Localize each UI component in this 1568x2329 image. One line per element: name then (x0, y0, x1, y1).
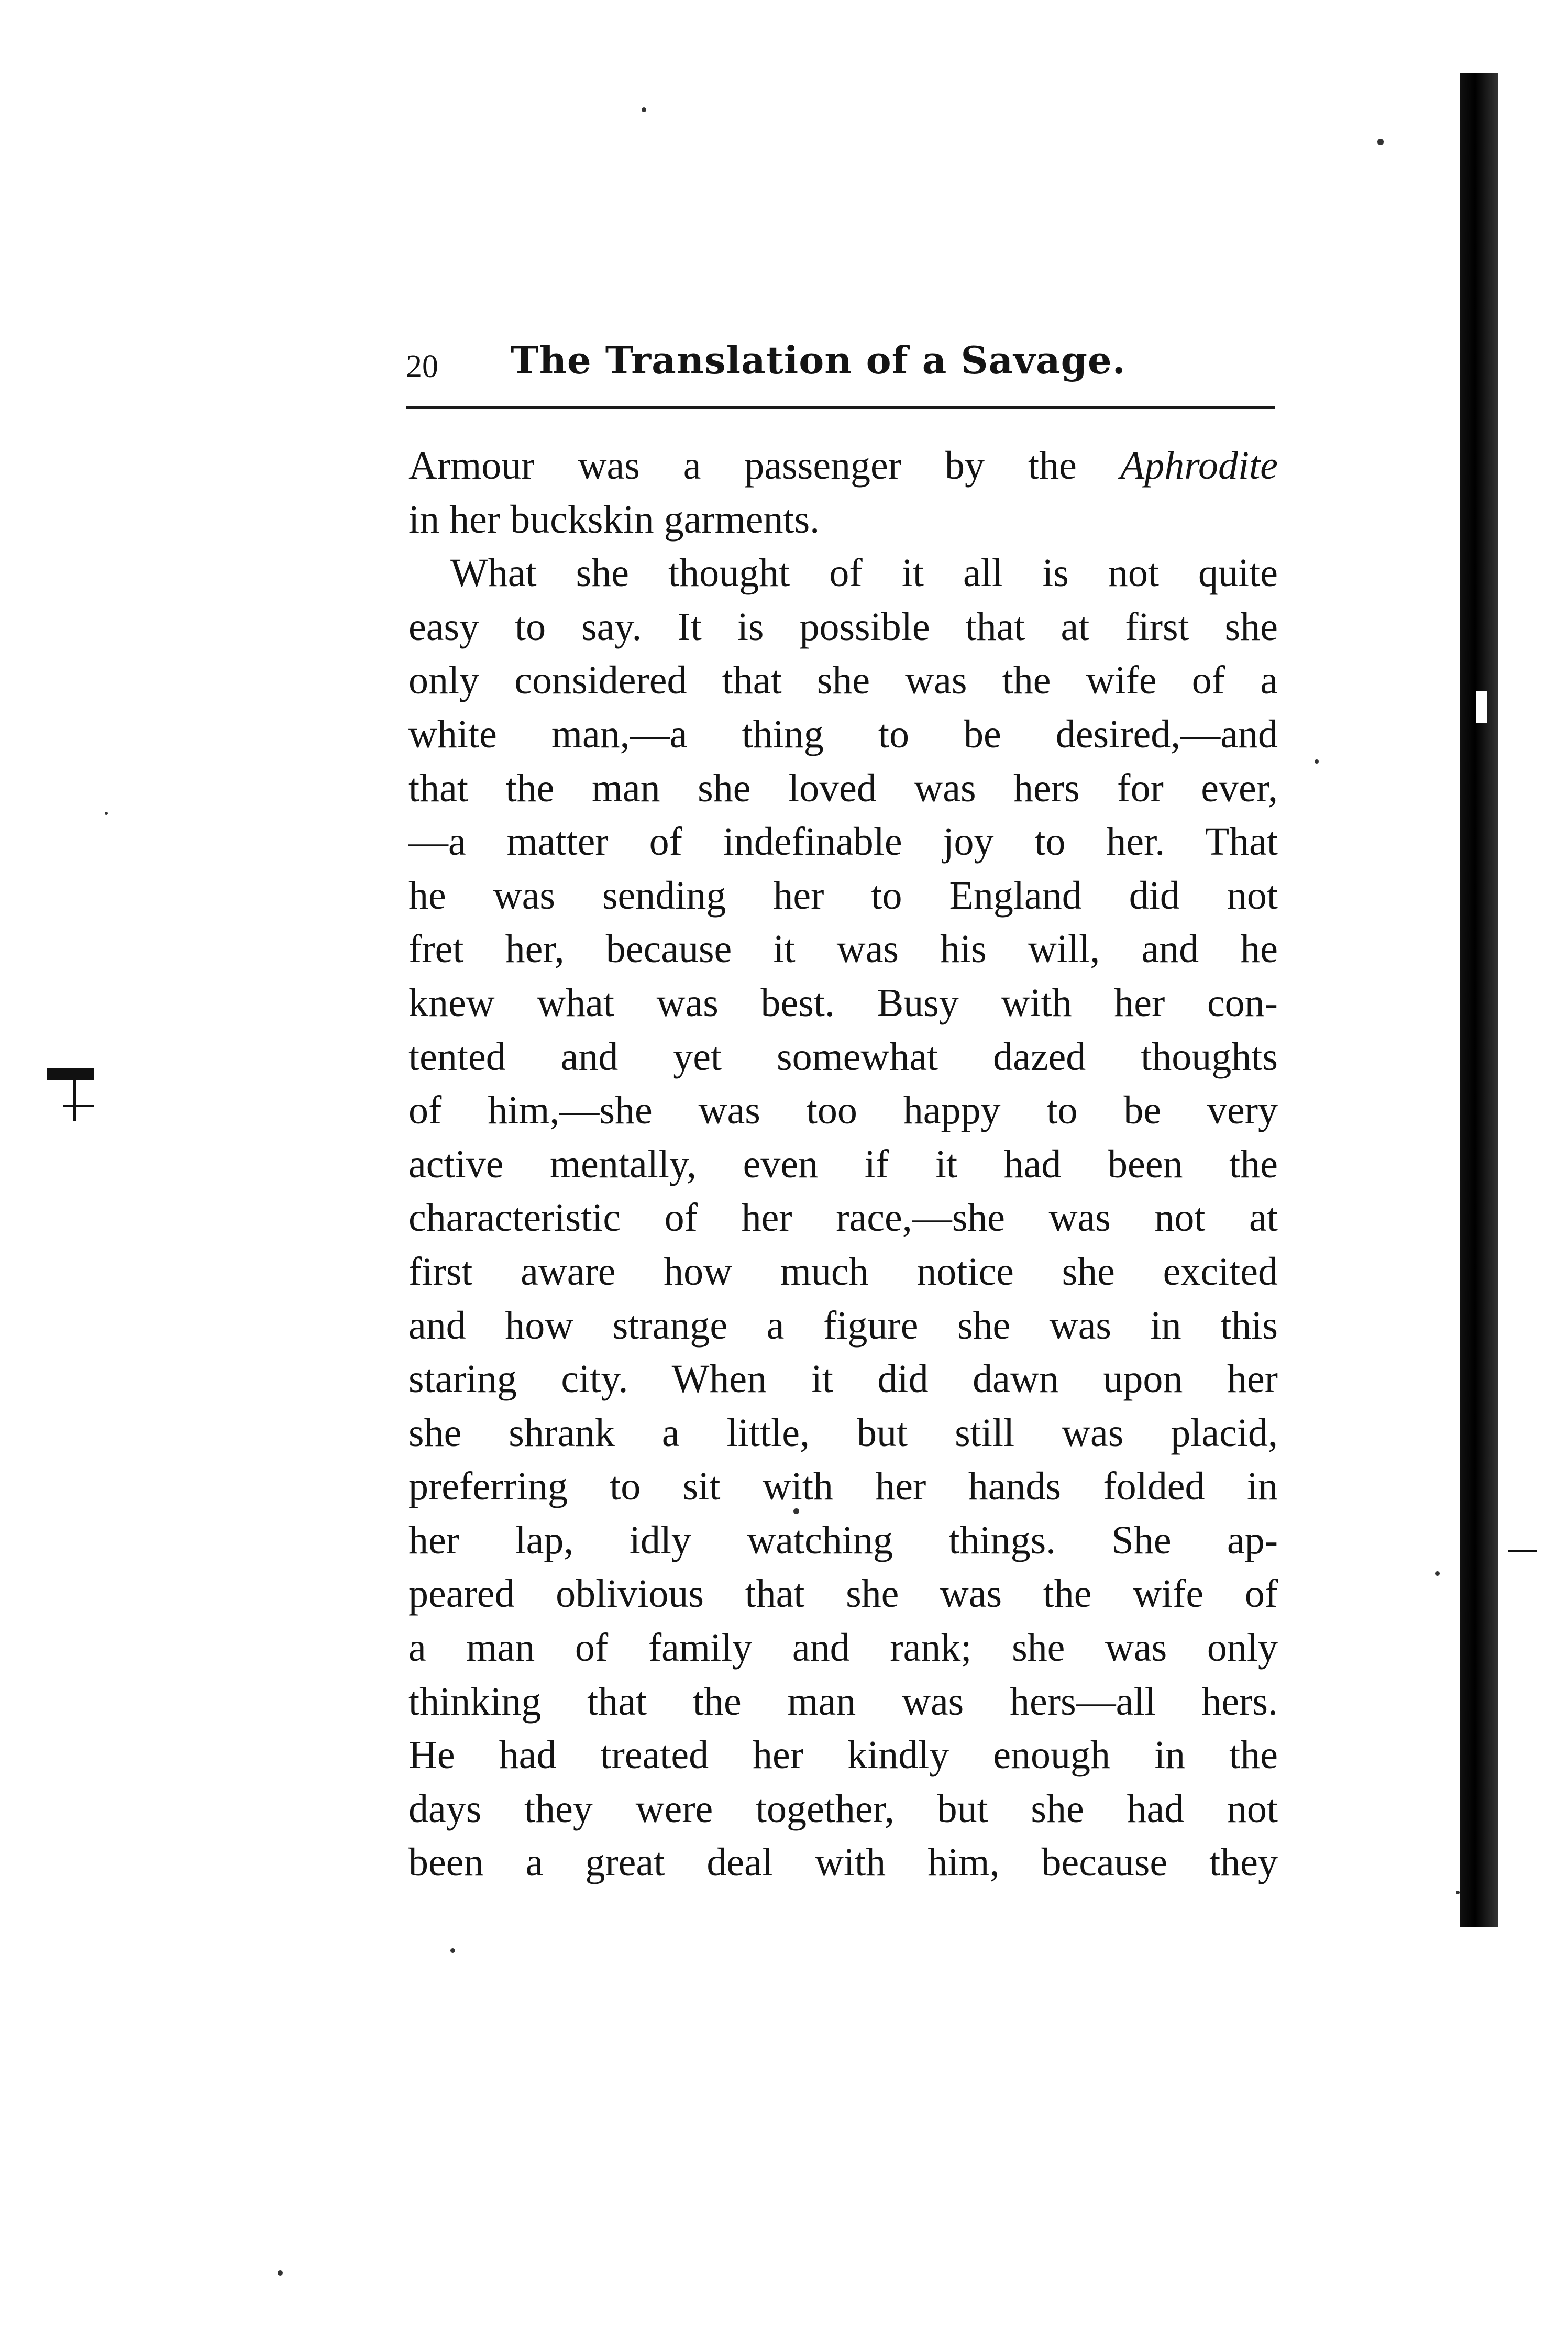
text-line: and how strange a figure she was in this (408, 1303, 1278, 1348)
header-rule (406, 406, 1275, 409)
running-head (406, 338, 1270, 395)
text-line: Armour was a passenger by the Aphrodite (408, 444, 1278, 488)
margin-mark (1508, 1550, 1537, 1552)
speck (450, 1948, 455, 1953)
text-line: peared oblivious that she was the wife of (408, 1572, 1278, 1616)
text-line: tented and yet somewhat dazed thoughts (408, 1034, 1278, 1079)
text-line: characteristic of her race,—she was not at (408, 1196, 1278, 1240)
speck (1456, 1891, 1460, 1894)
text-line: preferring to sit with her hands folded in (408, 1464, 1278, 1509)
text-line: a man of family and rank; she was only (408, 1626, 1278, 1670)
margin-mark (47, 1068, 94, 1080)
body-text (408, 439, 1278, 1890)
running-title: The Translation of a Savage. (511, 338, 1126, 382)
speck (278, 2270, 283, 2276)
text-line: —a matter of indefinable joy to her. That (408, 820, 1278, 864)
text-line: fret her, because it was his will, and he (408, 927, 1278, 972)
text-line: first aware how much notice she excited (408, 1249, 1278, 1294)
binding-edge (1460, 73, 1498, 1927)
text-line: he was sending her to England did not (408, 873, 1278, 918)
speck (105, 812, 108, 815)
text-line: she shrank a little, but still was placid, (408, 1410, 1278, 1455)
text-line: What she thought of it all is not quite (450, 551, 1278, 595)
text-line: thinking that the man was hers—all hers. (408, 1679, 1278, 1724)
text-line: easy to say. It is possible that at first she (408, 604, 1278, 649)
text-line: of him,—she was too happy to be very (408, 1088, 1278, 1133)
speck (1315, 759, 1319, 764)
text-line: He had treated her kindly enough in the (408, 1733, 1278, 1778)
text-line: knew what was best. Busy with her con- (408, 980, 1278, 1025)
text-line: white man,—a thing to be desired,—and (408, 712, 1278, 756)
text-line: that the man she loved was hers for ever, (408, 766, 1278, 810)
speck (1435, 1571, 1440, 1576)
text-line: days they were together, but she had not (408, 1786, 1278, 1831)
binding-gap (1476, 691, 1487, 723)
text-line: been a great deal with him, because they (408, 1840, 1278, 1885)
text-line: her lap, idly watching things. She ap- (408, 1518, 1278, 1562)
margin-mark (73, 1079, 76, 1121)
text-line: staring city. When it did dawn upon her (408, 1357, 1278, 1401)
ship-name: Aphrodite (1120, 444, 1278, 488)
speck (642, 107, 646, 112)
text-line: in her buckskin garments. (408, 497, 820, 542)
speck (1377, 139, 1384, 145)
margin-mark (63, 1105, 94, 1107)
page-number: 20 (406, 349, 438, 384)
text-line: only considered that she was the wife of a (408, 658, 1278, 703)
text-line: active mentally, even if it had been the (408, 1142, 1278, 1186)
